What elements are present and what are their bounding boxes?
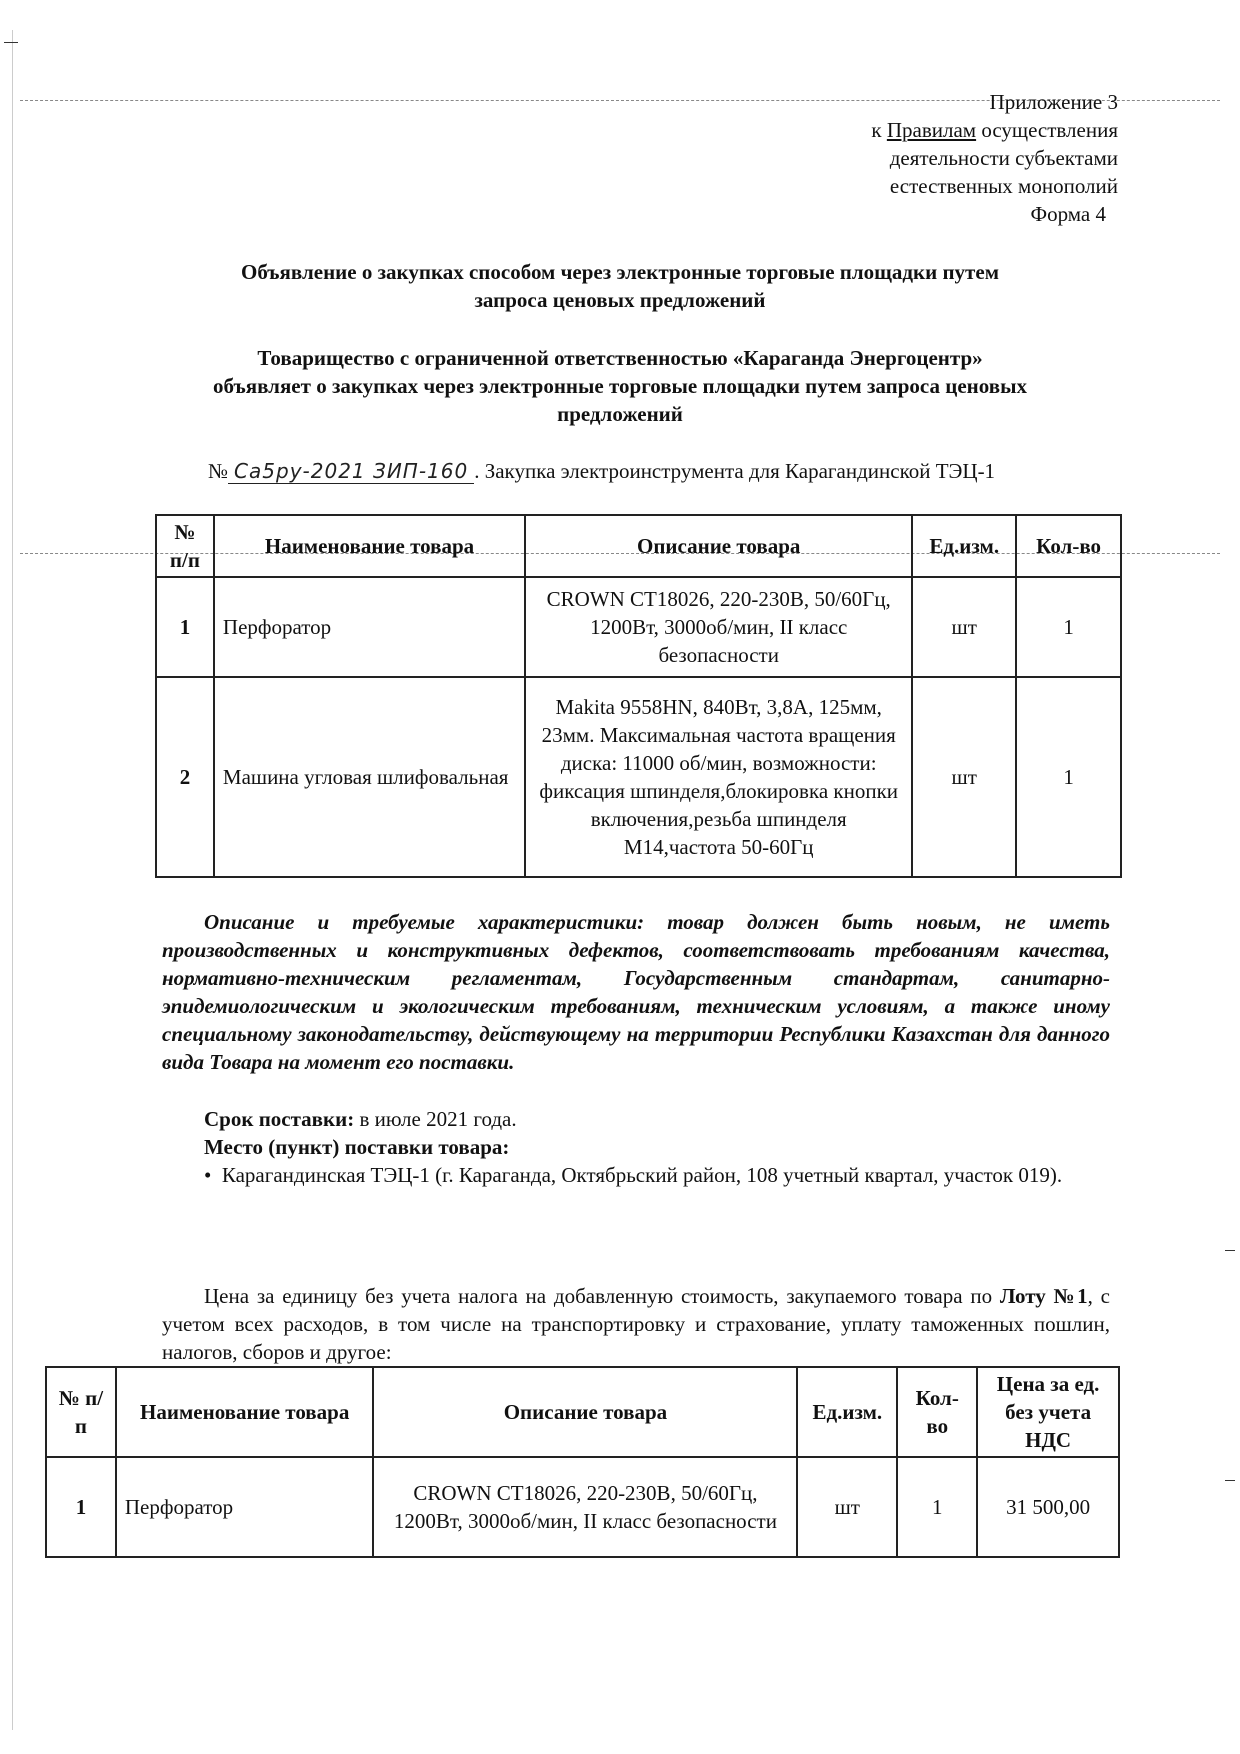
price-col-header-price: Цена за ед. без учета НДС <box>977 1367 1119 1457</box>
appendix-prefix: к <box>871 118 887 142</box>
appendix-line-2 <box>871 116 1118 144</box>
delivery-place-label: Место (пункт) поставки товара: <box>204 1135 510 1159</box>
lot-number: Лоту №1 <box>999 1284 1088 1308</box>
delivery-place-item <box>162 1161 1110 1189</box>
cell-name: Перфоратор <box>116 1457 374 1557</box>
price-intro <box>162 1282 1110 1366</box>
number-sign: № <box>208 459 229 483</box>
delivery-term <box>162 1105 1110 1133</box>
price-col-header-desc: Описание товара <box>373 1367 797 1457</box>
items-table <box>155 514 1122 878</box>
form-number: Форма 4 <box>1030 202 1106 226</box>
cell-num: 1 <box>46 1457 116 1557</box>
appendix-line-4: естественных монополий <box>889 174 1118 198</box>
handwritten-number: Са5ру-2021 ЗИП-160 <box>228 459 474 484</box>
cell-desc: CROWN CT18026, 220-230В, 50/60Гц, 1200Вт, 3000об/мин, II класс безопасности <box>373 1457 797 1557</box>
appendix-suffix: осуществления <box>976 118 1118 142</box>
cell-qty: 1 <box>897 1457 977 1557</box>
col-header-unit: Ед.изм. <box>912 515 1016 577</box>
price-intro-part-2: , с учетом всех расходов, в том числе на транспортировку и страхование, уплату таможенных пошлин, налогов, сборов и другое: <box>162 1284 1110 1364</box>
cell-desc: Makita 9558HN, 840Вт, 3,8А, 125мм, 23мм. Максимальная частота вращения диска: 11000 об/мин, возможности: фиксация шпинделя,блокировка кнопки включения,резьба шпинделя М14,частота 50-60Гц <box>525 677 912 877</box>
appendix-line-1: Приложение 3 <box>989 90 1118 114</box>
cell-desc: CROWN CT18026, 220-230В, 50/60Гц, 1200Вт, 3000об/мин, II класс безопасности <box>525 577 912 677</box>
bullet-icon: • <box>204 1163 222 1187</box>
price-col-header-unit: Ед.изм. <box>797 1367 897 1457</box>
organizer-line-3: предложений <box>557 402 683 426</box>
scan-tick-mark <box>4 42 18 43</box>
appendix-header <box>871 88 1118 228</box>
document-title <box>150 258 1090 314</box>
cell-qty: 1 <box>1016 577 1121 677</box>
delivery-term-value: в июле 2021 года. <box>354 1107 517 1131</box>
delivery-section <box>162 1105 1110 1189</box>
cell-num: 2 <box>156 677 214 877</box>
appendix-line-3: деятельности субъектами <box>889 146 1118 170</box>
requirements-text: Описание и требуемые характеристики: товар должен быть новым, не иметь производственных и конструктивных дефектов, соответствовать требованиям качества, нормативно-техническим регламентам, Государственным стандартам, санитарно-эпидемиологическим и экологическим требованиям, техническим условиям, а также иному специальному законодательству, действующему на территории Республики Казахстан для данного вида Товара на момент его поставки. <box>162 910 1110 1074</box>
price-header-row <box>46 1367 1119 1457</box>
procurement-number-line <box>208 459 995 484</box>
price-col-header-qty: Кол-во <box>897 1367 977 1457</box>
cell-unit: шт <box>912 677 1016 877</box>
title-line-1: Объявление о закупках способом через электронные торговые площадки путем <box>241 260 999 284</box>
price-table <box>45 1366 1120 1558</box>
col-header-name: Наименование товара <box>214 515 525 577</box>
table-row <box>156 677 1121 877</box>
items-header-row <box>156 515 1121 577</box>
cell-unit: шт <box>797 1457 897 1557</box>
col-header-desc: Описание товара <box>525 515 912 577</box>
rules-link[interactable]: Правилам <box>886 118 977 142</box>
organizer-statement <box>150 344 1090 428</box>
col-header-qty: Кол-во <box>1016 515 1121 577</box>
cell-name: Машина угловая шлифовальная <box>214 677 525 877</box>
organizer-line-2: объявляет о закупках через электронные торговые площадки путем запроса ценовых <box>213 374 1027 398</box>
scan-edge-mark <box>12 30 13 1730</box>
table-row <box>46 1457 1119 1557</box>
price-col-header-name: Наименование товара <box>116 1367 374 1457</box>
cell-unit: шт <box>912 577 1016 677</box>
delivery-term-label: Срок поставки: <box>204 1107 355 1131</box>
delivery-place-value: Карагандинская ТЭЦ-1 (г. Караганда, Октябрьский район, 108 учетный квартал, участок 019). <box>221 1163 1063 1187</box>
price-col-header-num: № п/п <box>46 1367 116 1457</box>
cell-num: 1 <box>156 577 214 677</box>
cell-price: 31 500,00 <box>977 1457 1119 1557</box>
price-intro-part-1: Цена за единицу без учета налога на добавленную стоимость, закупаемого товара по <box>204 1284 1000 1308</box>
requirements-paragraph <box>162 908 1110 1076</box>
col-header-num: № п/п <box>156 515 214 577</box>
table-row <box>156 577 1121 677</box>
organizer-line-1: Товарищество с ограниченной ответственностью «Караганда Энергоцентр» <box>257 346 983 370</box>
scan-tick-mark <box>1225 1480 1235 1481</box>
cell-qty: 1 <box>1016 677 1121 877</box>
title-line-2: запроса ценовых предложений <box>474 288 766 312</box>
scan-tick-mark <box>1225 1250 1235 1251</box>
price-intro-text <box>162 1282 1110 1366</box>
cell-name: Перфоратор <box>214 577 525 677</box>
procurement-name: . Закупка электроинструмента для Карагандинской ТЭЦ-1 <box>474 459 996 483</box>
